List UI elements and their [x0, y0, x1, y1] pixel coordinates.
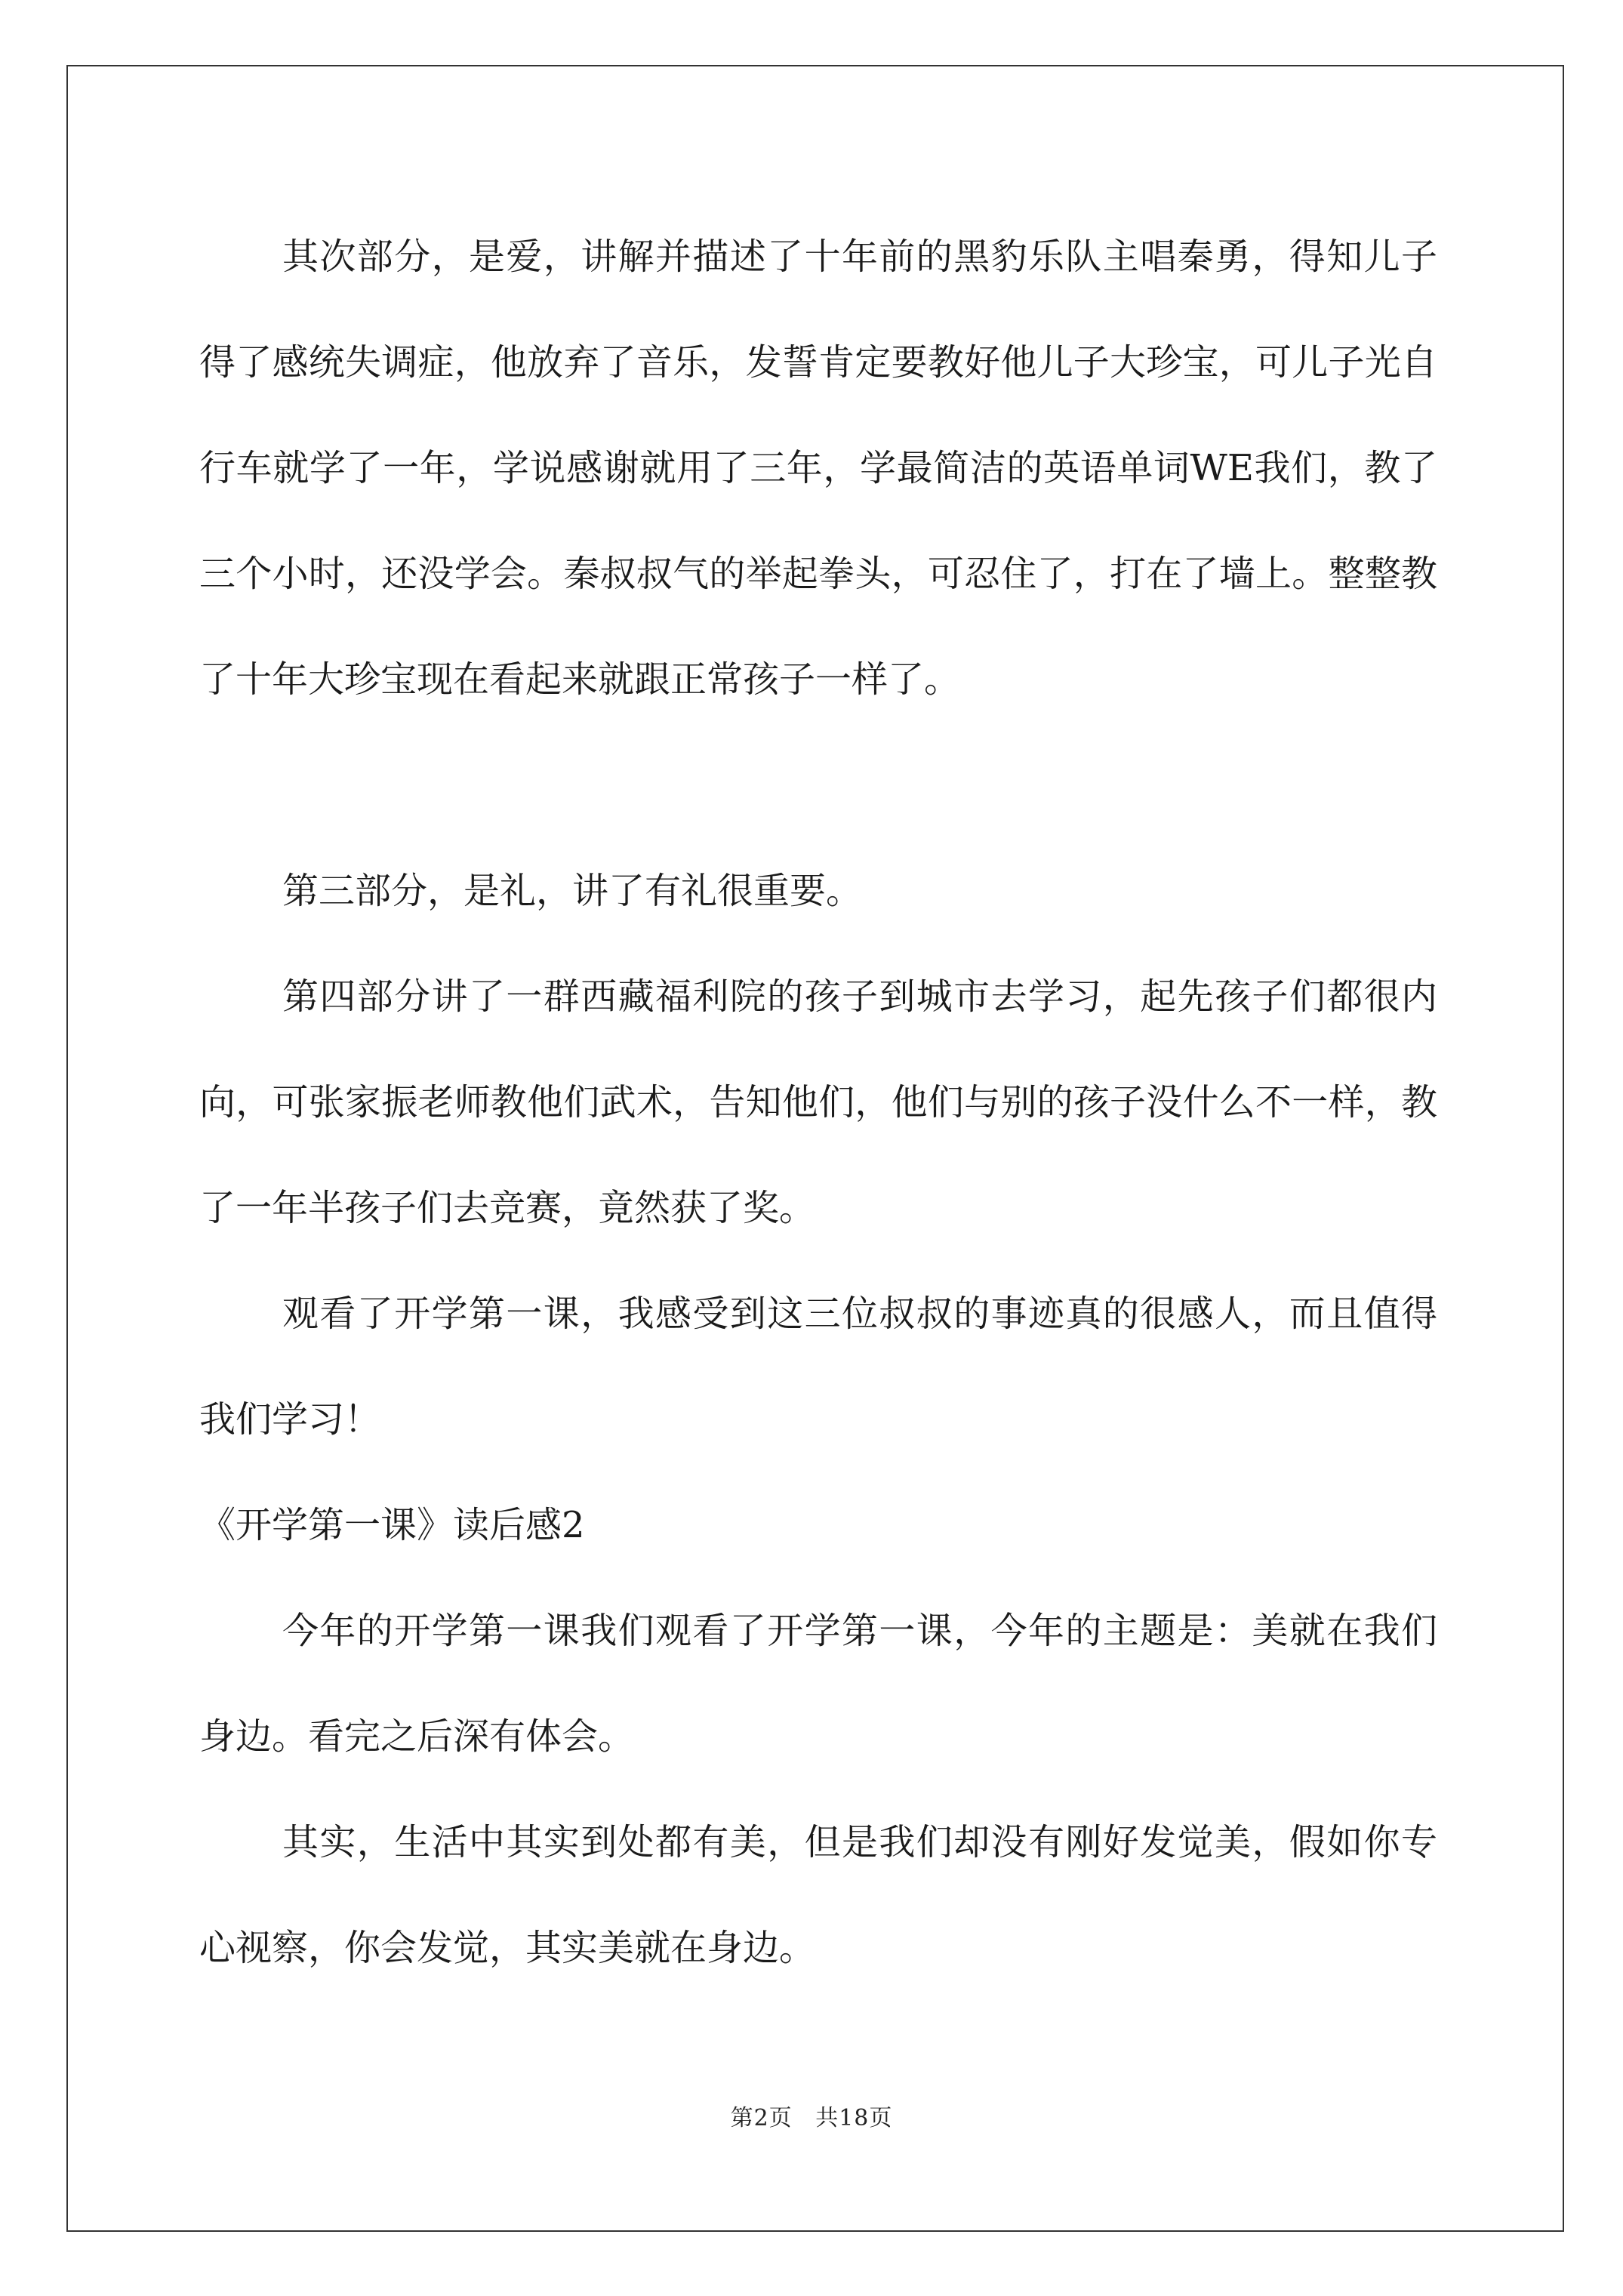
paragraph-beauty: 其实，生活中其实到处都有美，但是我们却没有刚好发觉美，假如你专心视察，你会发觉，其实美就在身边。: [199, 1821, 1437, 1969]
section-heading: 《开学第一课》读后感2: [199, 1504, 585, 1546]
paragraph-courtesy: 第三部分，是礼，讲了有礼很重要。: [282, 870, 863, 912]
paragraph-love: 其次部分，是爱，讲解并描述了十年前的黑豹乐队主唱秦勇，得知儿子得了感统失调症，他放弃了音乐，发誓肯定要教好他儿子大珍宝，可儿子光自行车就学了一年，学说感谢就用了三年，学最简洁的英语单词WE我们，教了三个小时，还没学会。秦叔叔气的举起拳头，可忍住了，打在了墙上。整整教了十年大珍宝现在看起来就跟正常孩子一样了。: [199, 236, 1437, 701]
page-total: 共18页: [815, 2105, 893, 2131]
paragraph-tibet: 第四部分讲了一群西藏福利院的孩子到城市去学习，起先孩子们都很内向，可张家振老师教他们武术，告知他们，他们与别的孩子没什么不一样，教了一年半孩子们去竞赛，竟然获了奖。: [199, 975, 1437, 1229]
page-number: 第2页: [730, 2105, 793, 2131]
paragraph-conclusion: 观看了开学第一课，我感受到这三位叔叔的事迹真的很感人，而且值得我们学习！: [199, 1293, 1437, 1441]
paragraph-theme: 今年的开学第一课我们观看了开学第一课，今年的主题是：美就在我们身边。看完之后深有体会。: [199, 1610, 1437, 1758]
page-footer: [0, 2099, 1623, 2132]
